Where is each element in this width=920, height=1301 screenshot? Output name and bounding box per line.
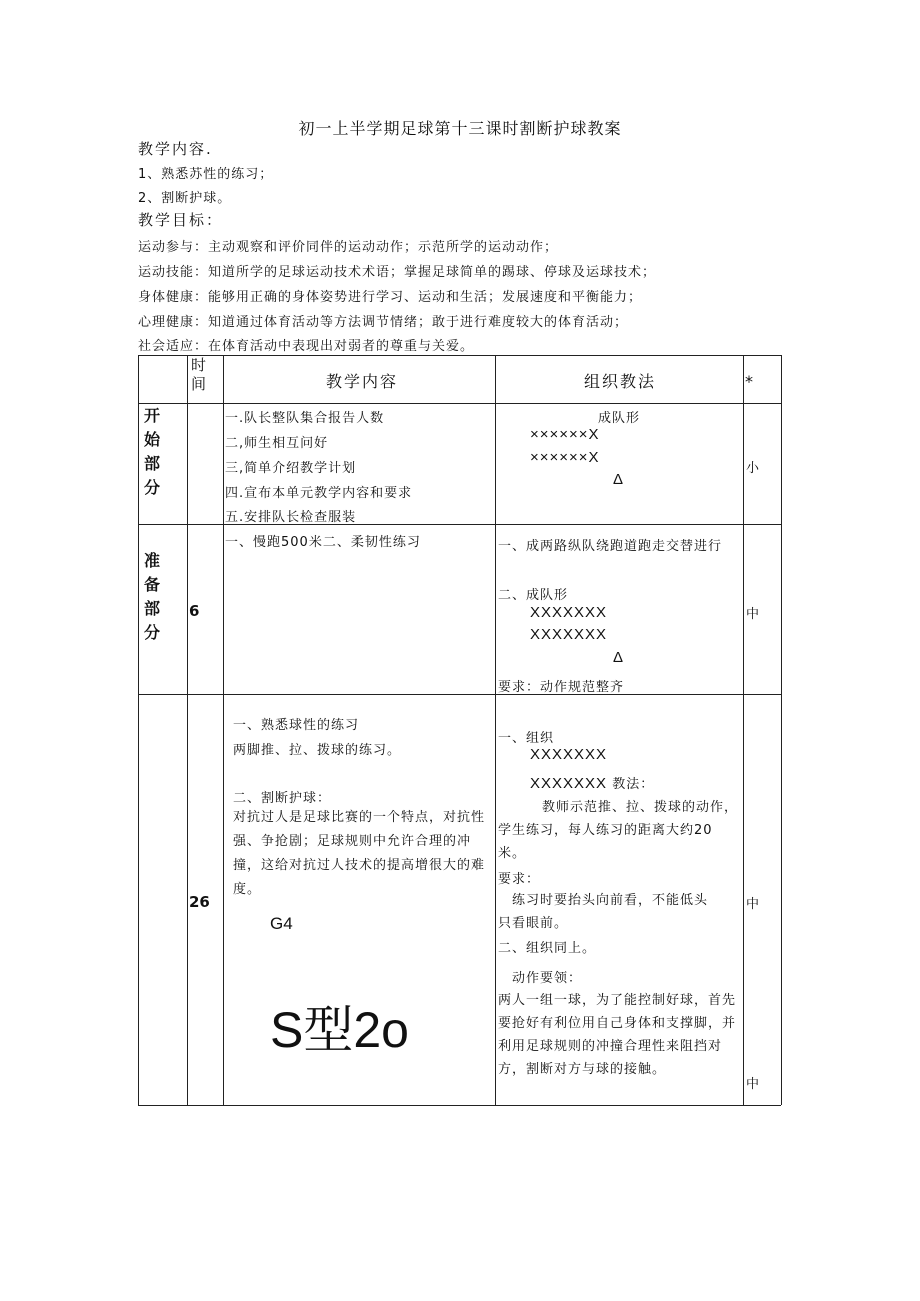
header-extra: * [745,372,755,391]
teacher-marker: Δ [613,471,625,488]
method-paragraph: 练习时要抬头向前看，不能低头只看眼前。 [498,893,709,931]
content-line: 五.安排队长检查服装 [225,510,357,525]
goals-heading: 教学目标： [138,211,224,229]
goal-item: 运动参与：主动观察和评价同伴的运动动作；示范所学的运动动作； [138,240,559,255]
method-line: 一、成两路纵队绕跑道跑走交替进行 [498,539,723,554]
diagram-label-g4: G4 [270,914,293,933]
formation-row: XXXXXXX [530,775,608,792]
content-item: 2、割断护球。 [138,191,232,206]
table-border [187,355,188,1105]
header-method: 组织教法 [584,372,657,391]
table-border [781,355,782,1105]
goal-item: 身体健康：能够用正确的身体姿势进行学习、运动和生活；发展速度和平衡能力； [138,290,643,305]
header-time: 时间 [191,356,209,393]
time-value: 6 [189,602,200,620]
table-border [495,355,496,1105]
content-line: 一、熟悉球性的练习 [233,718,360,733]
formation-row: XXXXXXX [530,746,608,763]
method-paragraph: 两人一组一球，为了能控制好球，首先要抢好有利位用自己身体和支撑脚，并利用足球规则的冲撞合理性来阻挡对方，割断对方与球的接触。 [498,993,737,1077]
table-border [138,403,781,404]
goal-item: 心理健康：知道通过体育活动等方法调节情绪；敢于进行难度较大的体育活动； [138,315,629,330]
table-border [138,355,781,356]
page-title: 初一上半学期足球第十三课时割断护球教案 [298,119,622,138]
method-line: 二、组织同上。 [498,941,597,956]
header-content: 教学内容 [326,372,399,391]
method-line: 动作要领： [512,971,583,986]
table-border [138,355,139,1105]
content-line: 四.宣布本单元教学内容和要求 [225,486,413,501]
intensity-label: 小 [746,461,761,476]
content-heading: 教学内容. [138,140,213,158]
method-label: 教法： [612,777,655,792]
method-line: 要求： [498,872,541,887]
teacher-marker: Δ [613,649,625,666]
requirement-line: 要求：动作规范整齐 [498,680,625,695]
time-value: 26 [189,893,210,911]
goal-item: 社会适应：在体育活动中表现出对弱者的尊重与关爱。 [138,339,475,354]
content-line: 二,师生相互问好 [225,436,329,451]
section-label: 准备部分 [143,551,160,642]
content-line: 两脚推、拉、拨球的练习。 [233,743,402,758]
formation-row: ××××××X [530,426,600,443]
formation-label: 成队形 [598,411,641,426]
content-line: 一.队长整队集合报告人数 [225,411,385,426]
formation-row: XXXXXXX [530,626,608,643]
formation-row: XXXXXXX [530,604,608,621]
formation-row: ××××××X [530,449,600,466]
section-label: 开始部分 [143,406,160,497]
table-border [138,1105,781,1106]
content-line: 二、割断护球： [233,791,332,806]
content-line: 一、慢跑500米二、柔韧性练习 [225,535,421,550]
intensity-label: 中 [746,607,761,622]
table-border [138,694,781,695]
goal-item: 运动技能：知道所学的足球运动技术术语；掌握足球简单的踢球、停球及运球技术； [138,265,657,280]
content-line: 三,简单介绍教学计划 [225,461,357,476]
formation-row-with-method [530,773,654,792]
table-border [223,355,224,1105]
content-paragraph: 对抗过人是足球比赛的一个特点，对抗性强、争抢剧；足球规则中允许合理的冲撞，这给对抗过人技术的提高增很大的难度。 [233,810,486,897]
content-item: 1、熟悉苏性的练习； [138,167,274,182]
method-line: 一、组织 [498,731,555,746]
method-line: 二、成队形 [498,588,569,603]
method-paragraph: 教师示范推、拉、拨球的动作，学生练习，每人练习的距离大约20米。 [498,800,739,861]
diagram-label-s-shape: S型2o [270,1002,409,1058]
intensity-label: 中 [746,897,761,912]
table-border [743,355,744,1105]
intensity-label: 中 [746,1077,761,1092]
